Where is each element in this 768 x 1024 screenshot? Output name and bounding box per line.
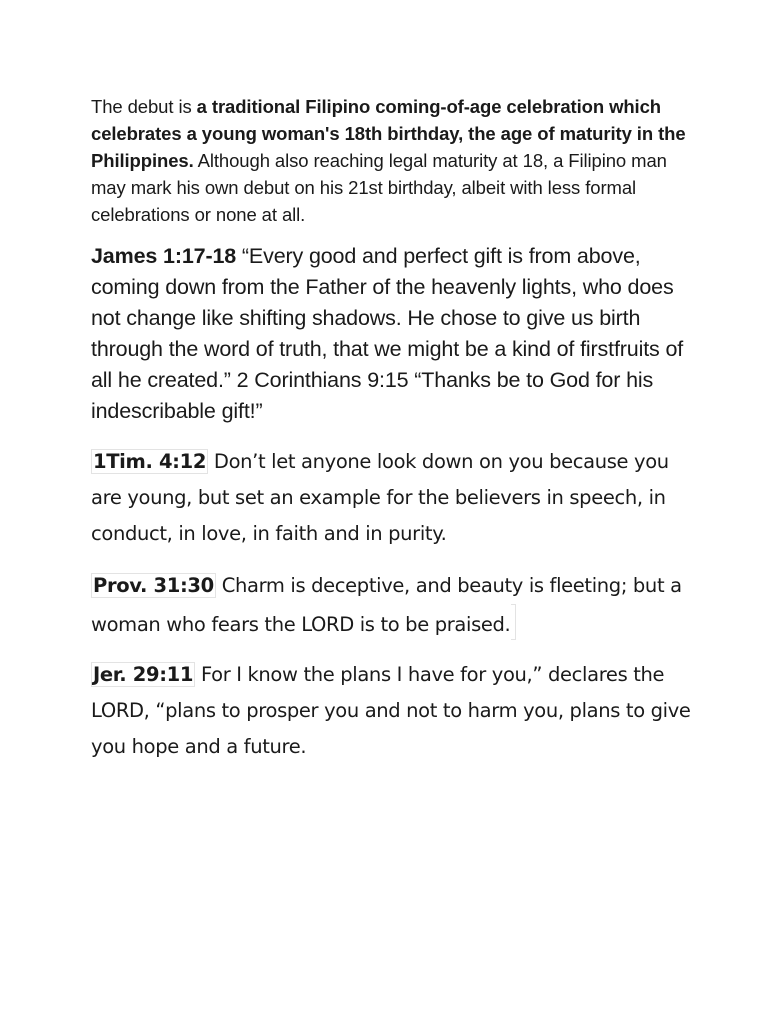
intro-bold-text: a traditional Filipino coming-of-age celebration which celebrates a young woman's 18th birthday, the age of maturity in the Philippines. <box>91 96 686 171</box>
intro-paragraph <box>91 93 691 228</box>
document-page <box>91 93 691 765</box>
verse-proverbs <box>91 568 691 643</box>
verse-reference: Prov. 31:30 <box>93 574 214 597</box>
james-reference: James 1:17-18 <box>91 244 237 268</box>
intro-lead: The debut is <box>91 96 197 117</box>
verse-jeremiah <box>91 657 691 765</box>
verse-text: Charm is deceptive, and beauty is fleeting; but a woman who fears the LORD is to be praised. <box>91 574 682 636</box>
james-text: “Every good and perfect gift is from above, coming down from the Father of the heavenly lights, who does not change like shifting shadows. He chose to give us birth through the word of truth, that we might be a kind of firstfruits of all he created.” 2 Corinthians 9:15 “Thanks be to God for his indescribable gift!” <box>91 244 684 423</box>
intro-rest: Although also reaching legal maturity at 18, a Filipino man may mark his own debut on his 21st birthday, albeit with less formal celebrations or none at all. <box>91 150 667 225</box>
text-cursor-marker <box>511 604 516 640</box>
verse-reference: Jer. 29:11 <box>93 663 194 686</box>
verse-text: Don’t let anyone look down on you because you are young, but set an example for the believers in speech, in conduct, in love, in faith and in purity. <box>91 450 669 545</box>
verse-reference: 1Tim. 4:12 <box>93 450 207 473</box>
verse-text: For I know the plans I have for you,” declares the LORD, “plans to prosper you and not to harm you, plans to give you hope and a future. <box>91 663 691 758</box>
verse-timothy <box>91 444 691 552</box>
james-paragraph <box>91 241 691 427</box>
